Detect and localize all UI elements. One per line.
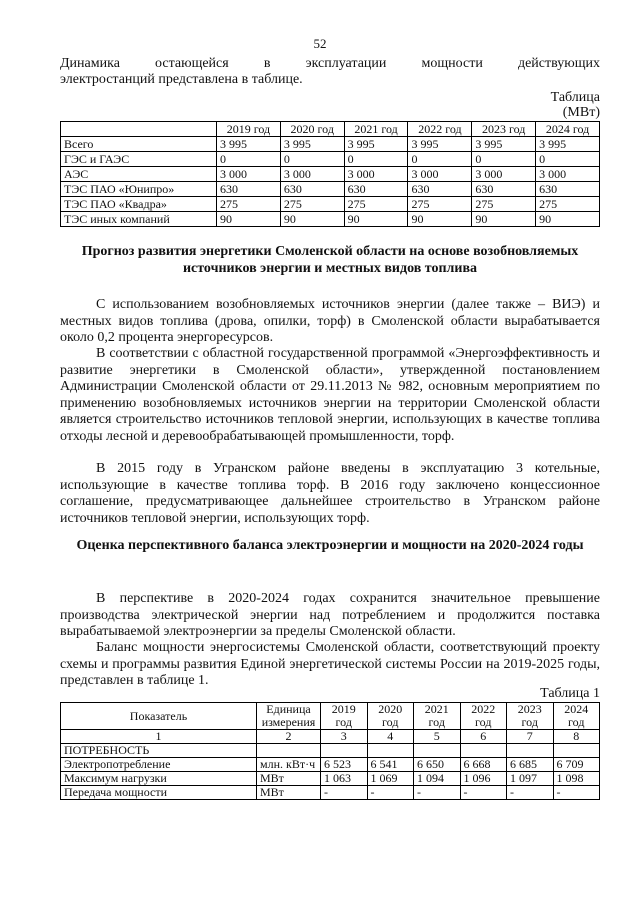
row-unit: МВт	[257, 772, 321, 786]
cell-value: 0	[536, 152, 600, 167]
cell-value: 3 995	[280, 137, 344, 152]
cell-value: 0	[217, 152, 281, 167]
cell-value: 275	[344, 197, 408, 212]
cell-value: 6 523	[321, 758, 368, 772]
cell-value: 275	[280, 197, 344, 212]
table-header-blank	[61, 122, 217, 137]
year-header: 2022 год	[408, 122, 472, 137]
column-number-row	[61, 730, 600, 744]
table-row	[61, 212, 600, 227]
cell-value: 3 000	[408, 167, 472, 182]
cell-empty	[367, 744, 414, 758]
table-header-row	[61, 703, 600, 730]
cell-value: 3 000	[344, 167, 408, 182]
cell-value: 3 995	[217, 137, 281, 152]
year-header: 2024 год	[536, 122, 600, 137]
cell-value: 6 685	[507, 758, 554, 772]
balance-table	[60, 702, 600, 800]
column-number: 8	[553, 730, 600, 744]
cell-value: 275	[472, 197, 536, 212]
year-header: 2023 год	[472, 122, 536, 137]
cell-value: -	[367, 786, 414, 800]
cell-value: -	[553, 786, 600, 800]
year-header: 2022 год	[460, 703, 507, 730]
column-number: 7	[507, 730, 554, 744]
section-row	[61, 744, 600, 758]
cell-value: 1 098	[553, 772, 600, 786]
row-label: ТЭС ПАО «Квадра»	[61, 197, 217, 212]
cell-value: 1 063	[321, 772, 368, 786]
column-number: 3	[321, 730, 368, 744]
table-row	[61, 786, 600, 800]
row-label: Передача мощности	[61, 786, 257, 800]
cell-value: 630	[536, 182, 600, 197]
cell-value: 1 069	[367, 772, 414, 786]
paragraph-ugransky-district: В 2015 году в Угранском районе введены в эксплуатацию 3 котельные, использующие в качестве топлива торф. В 2016 году заключено концессионное соглашение, предусматривающее дальнейшее строительство в Угранском районе источников тепловой энергии, использующих торф.	[60, 461, 600, 526]
cell-value: 630	[280, 182, 344, 197]
cell-value: 6 541	[367, 758, 414, 772]
section-label: ПОТРЕБНОСТЬ	[61, 744, 257, 758]
cell-value: 3 000	[217, 167, 281, 182]
cell-value: 275	[536, 197, 600, 212]
cell-value: 90	[344, 212, 408, 227]
row-unit: млн. кВт·ч	[257, 758, 321, 772]
year-header: 2024 год	[553, 703, 600, 730]
column-number: 4	[367, 730, 414, 744]
table-row	[61, 137, 600, 152]
table-row	[61, 182, 600, 197]
cell-value: 0	[344, 152, 408, 167]
cell-value: 0	[472, 152, 536, 167]
cell-value: 3 995	[536, 137, 600, 152]
cell-value: 0	[408, 152, 472, 167]
table-row	[61, 197, 600, 212]
table-row	[61, 758, 600, 772]
cell-value: 630	[217, 182, 281, 197]
row-label: АЭС	[61, 167, 217, 182]
column-number: 1	[61, 730, 257, 744]
cell-value: 90	[472, 212, 536, 227]
cell-value: 3 000	[472, 167, 536, 182]
header-indicator: Показатель	[61, 703, 257, 730]
cell-value: 275	[217, 197, 281, 212]
cell-value: 90	[536, 212, 600, 227]
column-number: 2	[257, 730, 321, 744]
year-header: 2023 год	[507, 703, 554, 730]
table-row	[61, 772, 600, 786]
year-header: 2019 год	[321, 703, 368, 730]
cell-value: 90	[408, 212, 472, 227]
intro-line-1: Динамика остающейся в эксплуатации мощности действующих	[60, 56, 600, 71]
table-row	[61, 152, 600, 167]
cell-value: -	[507, 786, 554, 800]
table2-label: Таблица 1	[540, 686, 600, 701]
cell-value: 1 094	[414, 772, 461, 786]
row-label: ТЭС иных компаний	[61, 212, 217, 227]
cell-empty	[414, 744, 461, 758]
cell-value: 0	[280, 152, 344, 167]
year-header: 2021 год	[344, 122, 408, 137]
cell-value: 1 096	[460, 772, 507, 786]
cell-value: 6 709	[553, 758, 600, 772]
column-number: 5	[414, 730, 461, 744]
table1-unit: (МВт)	[562, 105, 600, 120]
cell-empty	[460, 744, 507, 758]
header-unit	[257, 703, 321, 730]
row-unit: МВт	[257, 786, 321, 800]
paragraph-outlook: В перспективе в 2020-2024 годах сохранится значительное превышение производства электрической энергии над потреблением и продолжится поставка вырабатываемой электроэнергии за пределы Смоленской области.	[60, 591, 600, 639]
row-label: Всего	[61, 137, 217, 152]
page-number: 52	[313, 36, 327, 51]
cell-value: 3 000	[280, 167, 344, 182]
cell-value: 1 097	[507, 772, 554, 786]
intro-line-2: электростанций представлена в таблице.	[60, 72, 303, 87]
row-label: ТЭС ПАО «Юнипро»	[61, 182, 217, 197]
year-header: 2019 год	[217, 122, 281, 137]
header-unit-line1: Единица	[266, 702, 311, 716]
year-header: 2020 год	[367, 703, 414, 730]
row-label: ГЭС и ГАЭС	[61, 152, 217, 167]
cell-value: 6 668	[460, 758, 507, 772]
capacity-table	[60, 121, 600, 227]
cell-value: 3 995	[472, 137, 536, 152]
cell-value: 630	[472, 182, 536, 197]
cell-value: -	[321, 786, 368, 800]
table-header-row	[61, 122, 600, 137]
table1-label: Таблица	[550, 90, 600, 105]
cell-empty	[507, 744, 554, 758]
cell-value: 6 650	[414, 758, 461, 772]
paragraph-state-program: В соответствии с областной государственной программой «Энергоэффективность и развитие энергетики в Смоленской области», утвержденной постановлением Администрации Смоленской области от 29.11.2013 № 982, основным мероприятием по применению возобновляемых источников энергии на территории Смоленской области является строительство источников тепловой энергии, использующих в качестве топлива отходы лесной и деревообрабатывающей промышленности, торф.	[60, 346, 600, 444]
cell-empty	[553, 744, 600, 758]
row-label: Максимум нагрузки	[61, 772, 257, 786]
year-header: 2020 год	[280, 122, 344, 137]
section-heading-renewables: Прогноз развития энергетики Смоленской области на основе возобновляемых источников энергии и местных видов топлива	[81, 244, 579, 276]
cell-value: 90	[217, 212, 281, 227]
cell-value: -	[414, 786, 461, 800]
cell-value: 3 995	[408, 137, 472, 152]
row-label: Электропотребление	[61, 758, 257, 772]
cell-value: 3 995	[344, 137, 408, 152]
cell-value: 630	[408, 182, 472, 197]
cell-value: 630	[344, 182, 408, 197]
cell-value: 275	[408, 197, 472, 212]
cell-value: -	[460, 786, 507, 800]
cell-value: 3 000	[536, 167, 600, 182]
cell-empty	[321, 744, 368, 758]
paragraph-renewables-share: С использованием возобновляемых источников энергии (далее также – ВИЭ) и местных видов топлива (дрова, опилки, торф) в Смоленской области вырабатывается около 0,2 процента энергоресурсов.	[60, 297, 600, 345]
cell-empty	[257, 744, 321, 758]
header-unit-line2: измерения	[261, 715, 316, 729]
year-header: 2021 год	[414, 703, 461, 730]
table-row	[61, 167, 600, 182]
column-number: 6	[460, 730, 507, 744]
cell-value: 90	[280, 212, 344, 227]
paragraph-balance-table-intro: Баланс мощности энергосистемы Смоленской области, соответствующий проекту схемы и программы развития Единой энергетической системы России на 2019-2025 годы, представлен в таблице 1.	[60, 640, 600, 688]
section-heading-balance: Оценка перспективного баланса электроэнергии и мощности на 2020-2024 годы	[76, 538, 584, 553]
